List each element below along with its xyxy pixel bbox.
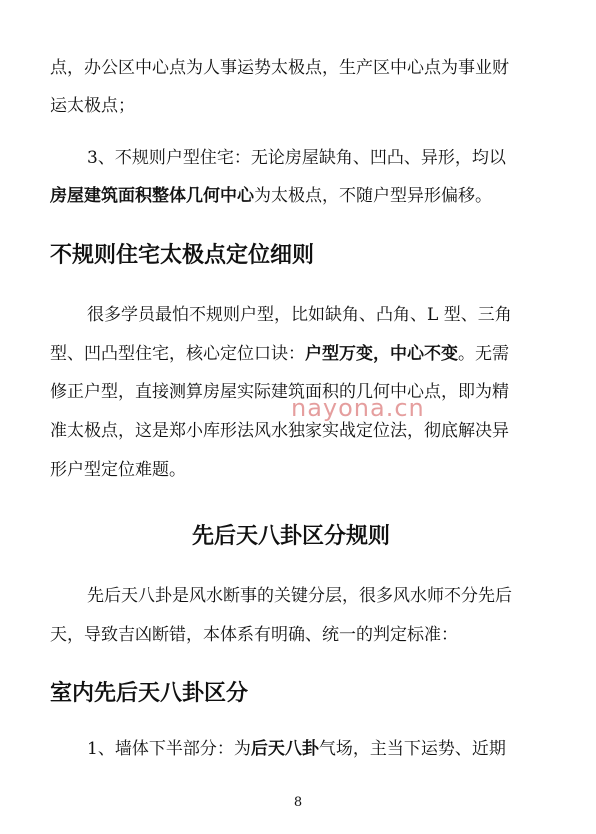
paragraph-2-line-1: 3、不规则户型住宅：无论房屋缺角、凹凸、异形，均以	[87, 148, 506, 168]
paragraph-4-line-2: 天，导致吉凶断错，本体系有明确、统一的判定标准：	[50, 625, 458, 645]
page-number: 8	[293, 795, 303, 810]
paragraph-2-line-2	[50, 184, 492, 208]
paragraph-3-line-4: 准太极点，这是郑小库形法风水独家实战定位法，彻底解决异	[50, 421, 509, 441]
plain-text: 气场，主当下运势、近期	[318, 739, 506, 759]
paragraph-3-line-1: 很多学员最怕不规则户型，比如缺角、凸角、L 型、三角	[87, 305, 512, 325]
paragraph-1-line-2: 运太极点；	[50, 96, 135, 116]
plain-text: 型、凹凸型住宅，核心定位口诀：	[50, 344, 305, 364]
section-heading-irregular-house: 不规则住宅太极点定位细则	[50, 243, 315, 268]
emphasis-text: 房屋建筑面积整体几何中心	[50, 186, 254, 206]
paragraph-4-line-1: 先后天八卦是风水断事的关键分层，很多风水师不分先后	[87, 586, 512, 606]
paragraph-3-line-3: 修正户型，直接测算房屋实际建筑面积的几何中心点，即为精	[50, 382, 509, 402]
watermark: nayona.cn	[291, 394, 425, 422]
paragraph-3-line-5: 形户型定位难题。	[50, 460, 186, 480]
plain-text: 为太极点，不随户型异形偏移。	[254, 186, 492, 206]
plain-text: 。无需	[458, 344, 509, 364]
emphasis-text: 后天八卦	[250, 739, 319, 759]
emphasis-text: 户型万变，中心不变	[305, 344, 458, 364]
paragraph-3-line-2	[50, 342, 509, 366]
plain-text: 1、墙体下半部分：为	[87, 739, 251, 759]
section-heading-bagua-rules: 先后天八卦区分规则	[192, 524, 391, 549]
paragraph-5-line-1	[87, 737, 506, 761]
paragraph-1-line-1: 点，办公区中心点为人事运势太极点，生产区中心点为事业财	[50, 58, 509, 78]
section-heading-indoor-bagua: 室内先后天八卦区分	[50, 681, 249, 706]
